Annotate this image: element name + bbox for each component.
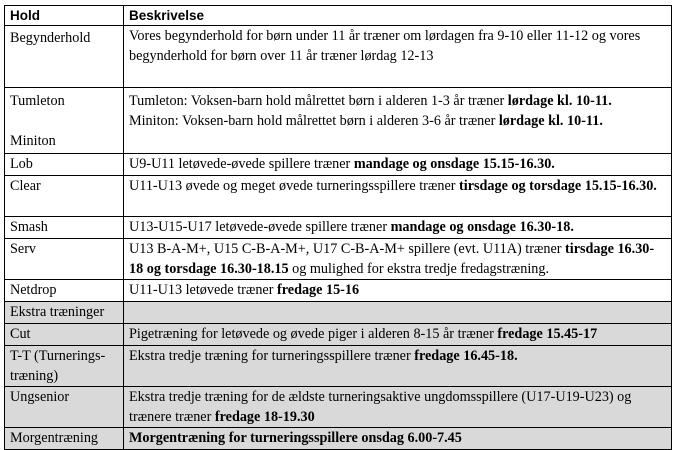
- description-cell: [124, 154, 672, 176]
- description-cell: [124, 280, 672, 302]
- description-cell: [124, 176, 672, 217]
- hold-cell: Morgentræning: [5, 428, 124, 450]
- description-text: Vores begynderhold for børn under 11 år træner om lørdagen fra 9-10 eller 11-12 og vores begynderhold for børn over 11 år træner lørdag 12-13: [129, 28, 641, 64]
- description-time: Morgentræning for turneringsspillere onsdag 6.00-7.45: [129, 430, 462, 446]
- description-text: U11-U13 øvede og meget øvede turneringsspillere træner: [129, 178, 460, 194]
- section-row: [5, 302, 672, 324]
- table-row: [5, 324, 672, 346]
- hold-cell: Smash: [5, 217, 124, 239]
- hold-cell: Ungsenior: [5, 387, 124, 428]
- hold-cell: T-T (Turnerings-træning): [5, 346, 124, 387]
- description-text: Tumleton: Voksen-barn hold målrettet børn i alderen 1-3 år træner: [129, 93, 508, 109]
- description-cell: [124, 217, 672, 239]
- description-time: fredage 15.45-17: [497, 326, 598, 342]
- table-row: [5, 346, 672, 387]
- section-label: Ekstra træninger: [5, 302, 124, 324]
- table-row: [5, 387, 672, 428]
- hold-cell: Cut: [5, 324, 124, 346]
- description-time: lørdage kl. 10-11.: [507, 93, 612, 109]
- description-time: lørdage kl. 10-11.: [498, 113, 603, 129]
- description-time: fredage 16.45-18.: [414, 348, 518, 364]
- description-text: U13 B-A-M+, U15 C-B-A-M+, U17 C-B-A-M+ spillere (evt. U11A) træner: [129, 241, 566, 257]
- description-text: Ekstra tredje træning for turneringsspillere træner: [129, 348, 415, 364]
- hold-cell: Netdrop: [5, 280, 124, 302]
- description-text: Miniton: Voksen-barn hold målrettet børn i alderen 3-6 år træner: [129, 113, 499, 129]
- description-cell: [124, 88, 672, 154]
- description-time: mandage og onsdage 16.30-18.: [390, 219, 574, 235]
- table-row: [5, 88, 672, 154]
- description-text: Ekstra tredje træning for de ældste turneringsaktive ungdomsspillere (U17-U19-U23) og trænere træner: [129, 389, 632, 425]
- table-row: [5, 154, 672, 176]
- hold-cell: Begynderhold: [5, 26, 124, 88]
- description-line-miniton: [129, 111, 666, 131]
- header-beskrivelse: Beskrivelse: [124, 6, 672, 26]
- description-text: U11-U13 letøvede træner: [129, 282, 278, 298]
- table-row: [5, 176, 672, 217]
- table-row: [5, 428, 672, 450]
- table-row: [5, 280, 672, 302]
- schedule-document: [4, 5, 671, 450]
- table-row: [5, 217, 672, 239]
- description-text: U9-U11 letøvede-øvede spillere træner: [129, 156, 354, 172]
- hold-name-miniton: Miniton: [10, 133, 56, 149]
- hold-cell: Serv: [5, 239, 124, 280]
- description-time: fredage 15-16: [277, 282, 360, 298]
- hold-cell: [5, 88, 124, 154]
- hold-name-tumleton: Tumleton: [10, 93, 65, 109]
- description-cell: [124, 324, 672, 346]
- description-cell: [124, 346, 672, 387]
- table-row: [5, 26, 672, 88]
- schedule-table: [4, 5, 672, 450]
- description-cell: [124, 239, 672, 280]
- table-row: [5, 239, 672, 280]
- description-time: tirsdage og torsdage 15.15-16.30.: [459, 178, 657, 194]
- description-text: og mulighed for ekstra tredje fredagstræning.: [288, 261, 550, 277]
- description-cell: [124, 428, 672, 450]
- header-hold: Hold: [5, 6, 124, 26]
- description-cell: [124, 387, 672, 428]
- hold-cell: Lob: [5, 154, 124, 176]
- table-header-row: [5, 6, 672, 26]
- description-time: fredage 18-19.30: [214, 409, 315, 425]
- description-cell: [124, 26, 672, 88]
- hold-cell: Clear: [5, 176, 124, 217]
- description-cell: [124, 302, 672, 324]
- description-text: Pigetræning for letøvede og øvede piger i alderen 8-15 år træner: [129, 326, 498, 342]
- description-time: mandage og onsdage 15.15-16.30.: [353, 156, 555, 172]
- description-time: tirsdage 16.30-18 og torsdage 16.30-18.15: [129, 241, 655, 277]
- description-line-tumleton: [129, 91, 666, 111]
- description-text: U13-U15-U17 letøvede-øvede spillere træner: [129, 219, 391, 235]
